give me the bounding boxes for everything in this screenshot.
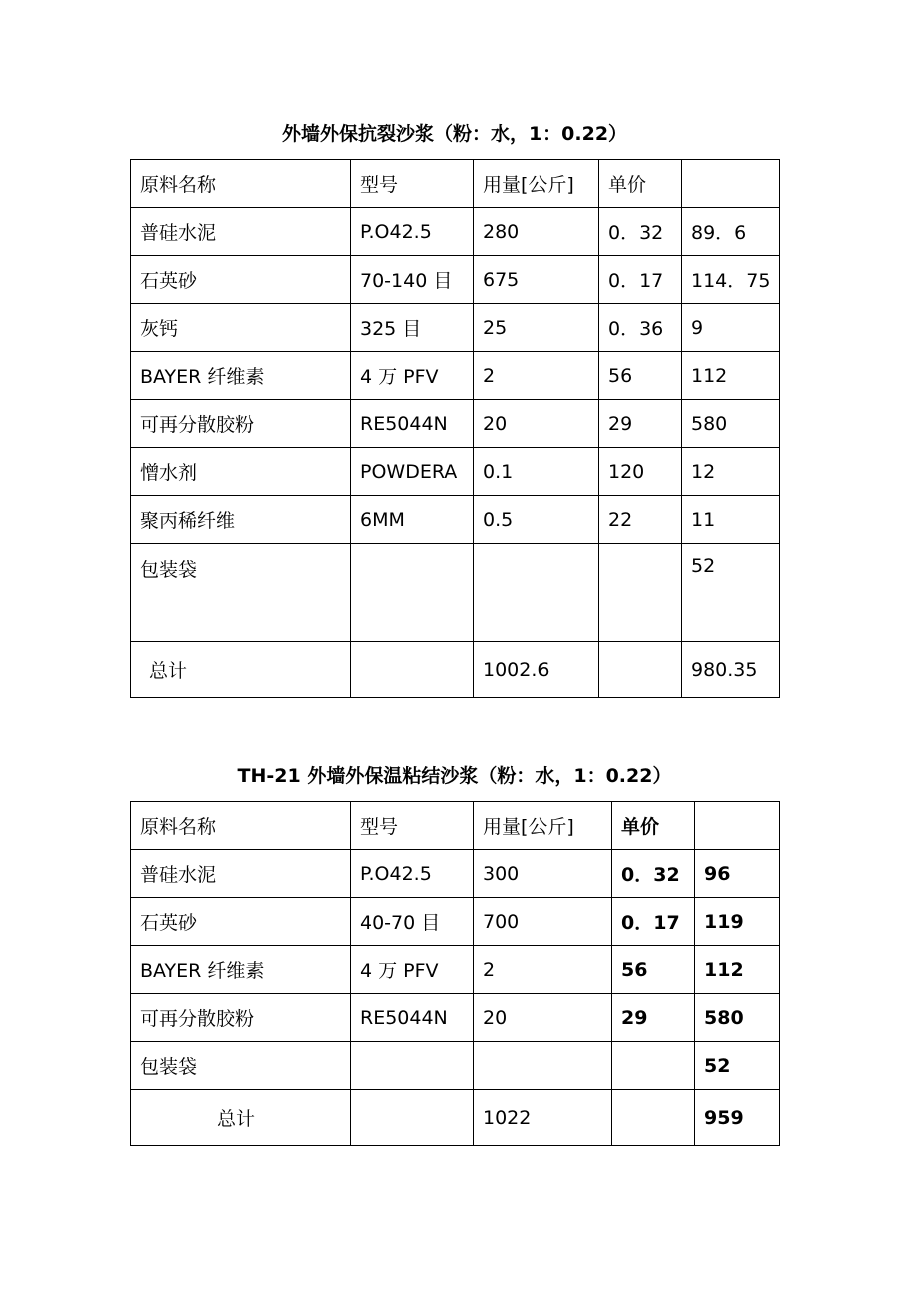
table-cell: P.O42.5 — [351, 208, 474, 256]
table-cell: 114．75 — [682, 256, 780, 304]
table-cell — [351, 544, 474, 642]
table-row — [131, 496, 780, 544]
table-cell — [351, 1090, 474, 1146]
header-cell: 用量[公斤] — [474, 802, 612, 850]
table-cell — [599, 544, 682, 642]
table-row — [131, 400, 780, 448]
header-cell: 型号 — [351, 802, 474, 850]
table-total-row — [131, 642, 780, 698]
table-cell: 石英砂 — [131, 256, 351, 304]
table-cell — [599, 642, 682, 698]
table1 — [130, 159, 780, 698]
table-cell: P.O42.5 — [351, 850, 474, 898]
table-cell: 2 — [474, 352, 599, 400]
table-cell: 普硅水泥 — [131, 850, 351, 898]
table-cell: 675 — [474, 256, 599, 304]
table-cell: 580 — [682, 400, 780, 448]
table-cell: 112 — [695, 946, 780, 994]
table-cell — [474, 1042, 612, 1090]
table-cell: 52 — [695, 1042, 780, 1090]
table-cell: 52 — [682, 544, 780, 642]
table1-title: 外墙外保抗裂沙浆（粉：水，1：0.22） — [281, 123, 628, 145]
table-cell: 120 — [599, 448, 682, 496]
table-row — [131, 208, 780, 256]
table-cell: RE5044N — [351, 994, 474, 1042]
table-cell: 20 — [474, 994, 612, 1042]
table-cell: 300 — [474, 850, 612, 898]
table2 — [130, 801, 780, 1146]
table-cell: 700 — [474, 898, 612, 946]
table-cell: 56 — [599, 352, 682, 400]
table-row — [131, 994, 780, 1042]
table-row — [131, 256, 780, 304]
table-cell: 可再分散胶粉 — [131, 994, 351, 1042]
header-cell — [682, 160, 780, 208]
table-cell: 29 — [612, 994, 695, 1042]
table-cell: 40-70 目 — [351, 898, 474, 946]
table-total-row — [131, 1090, 780, 1146]
header-cell: 单价 — [599, 160, 682, 208]
header-cell: 单价 — [612, 802, 695, 850]
table-header-row — [131, 160, 780, 208]
table-cell: 0.5 — [474, 496, 599, 544]
table-row — [131, 352, 780, 400]
table-cell: 22 — [599, 496, 682, 544]
table-cell: 包装袋 — [131, 544, 351, 642]
table-cell: 20 — [474, 400, 599, 448]
table-cell: 0．32 — [599, 208, 682, 256]
table-cell: 6MM — [351, 496, 474, 544]
table-cell — [612, 1042, 695, 1090]
table-cell: 112 — [682, 352, 780, 400]
table-cell: 聚丙稀纤维 — [131, 496, 351, 544]
table-cell: 29 — [599, 400, 682, 448]
table-row — [131, 304, 780, 352]
table-cell: 4 万 PFV — [351, 946, 474, 994]
total-quantity: 1002.6 — [474, 642, 599, 698]
header-cell: 原料名称 — [131, 160, 351, 208]
table2-title: TH-21 外墙外保温粘结沙浆（粉：水，1：0.22） — [237, 765, 672, 787]
table-cell: 灰钙 — [131, 304, 351, 352]
table-cell: 0．17 — [599, 256, 682, 304]
table-cell: 96 — [695, 850, 780, 898]
header-cell: 用量[公斤] — [474, 160, 599, 208]
table-cell: 280 — [474, 208, 599, 256]
total-amount: 959 — [695, 1090, 780, 1146]
table-row — [131, 1042, 780, 1090]
table-cell: 325 目 — [351, 304, 474, 352]
table-cell: 56 — [612, 946, 695, 994]
table-row — [131, 448, 780, 496]
header-cell: 原料名称 — [131, 802, 351, 850]
total-label: 总计 — [131, 642, 351, 698]
table-cell: 70-140 目 — [351, 256, 474, 304]
table-cell: 憎水剂 — [131, 448, 351, 496]
table-cell — [351, 642, 474, 698]
table-cell: 可再分散胶粉 — [131, 400, 351, 448]
header-cell — [695, 802, 780, 850]
table-cell — [612, 1090, 695, 1146]
table-cell: 580 — [695, 994, 780, 1042]
table-cell: 0．32 — [612, 850, 695, 898]
total-label: 总计 — [131, 1090, 351, 1146]
table-cell: 包装袋 — [131, 1042, 351, 1090]
table-cell: 普硅水泥 — [131, 208, 351, 256]
table-cell: 9 — [682, 304, 780, 352]
table-row — [131, 850, 780, 898]
table-cell: 11 — [682, 496, 780, 544]
table-cell: 石英砂 — [131, 898, 351, 946]
table-cell: 89．6 — [682, 208, 780, 256]
table-cell: 0．36 — [599, 304, 682, 352]
table-cell: 25 — [474, 304, 599, 352]
table-cell: 12 — [682, 448, 780, 496]
table-cell: RE5044N — [351, 400, 474, 448]
table-cell: 0．17 — [612, 898, 695, 946]
table-header-row — [131, 802, 780, 850]
header-cell: 型号 — [351, 160, 474, 208]
table-row — [131, 898, 780, 946]
table-cell: 4 万 PFV — [351, 352, 474, 400]
total-quantity: 1022 — [474, 1090, 612, 1146]
table-cell: BAYER 纤维素 — [131, 352, 351, 400]
table-cell: 119 — [695, 898, 780, 946]
table-cell: BAYER 纤维素 — [131, 946, 351, 994]
table-row — [131, 544, 780, 642]
table-cell: 0.1 — [474, 448, 599, 496]
table-cell — [351, 1042, 474, 1090]
total-amount: 980.35 — [682, 642, 780, 698]
table-row — [131, 946, 780, 994]
table-cell — [474, 544, 599, 642]
table-cell: POWDERA — [351, 448, 474, 496]
table-cell: 2 — [474, 946, 612, 994]
